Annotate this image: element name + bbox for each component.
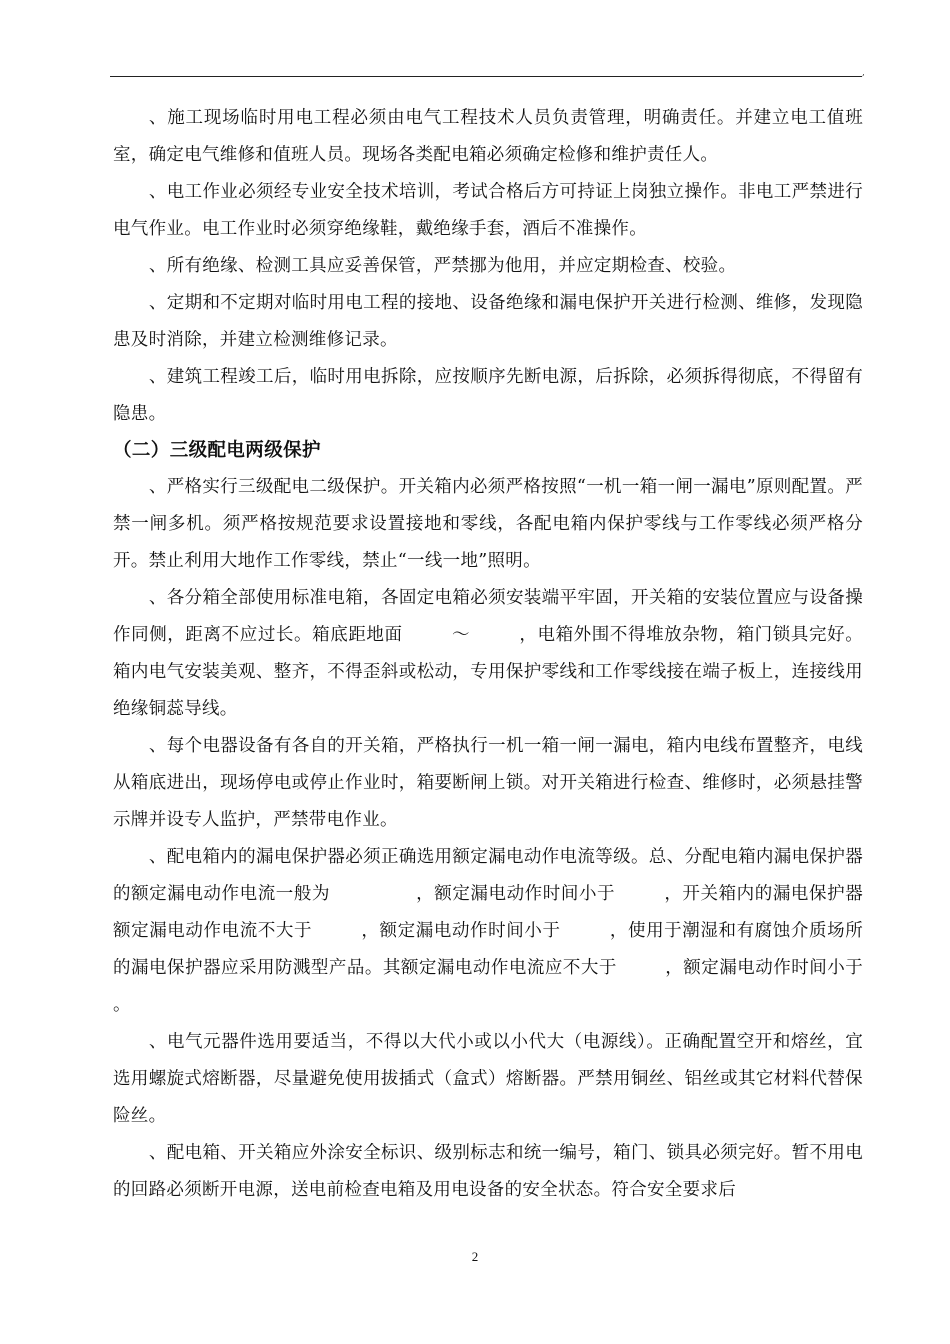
paragraph: 、配电箱内的漏电保护器必须正确选用额定漏电动作电流等级。总、分配电箱内漏电保护器的额定漏电动作电流一般为 ，额定漏电动作时间小于 ，开关箱内的漏电保护器额定漏电动作电流不大于 ，额定漏电动作时间小于 ，使用于潮湿和有腐蚀介质场所的漏电保护器应采用防溅型产品。其额定漏电动作电流应不大于 ，额定漏电动作时间小于 。 [113,847,910,1015]
paragraph: 、每个电器设备有各自的开关箱，严格执行一机一箱一闸一漏电，箱内电线布置整齐，电线从箱底进出，现场停电或停止作业时，箱要断闸上锁。对开关箱进行检查、维修时，必须悬挂警示牌并设专人监护，严禁带电作业。 [113,736,863,830]
paragraph: 、所有绝缘、检测工具应妥善保管，严禁挪为他用，并应定期检查、校验。 [148,256,737,276]
header-mark: , [862,68,865,78]
paragraph: 、定期和不定期对临时用电工程的接地、设备绝缘和漏电保护开关进行检测、维修，发现隐患及时消除，并建立检测维修记录。 [113,293,863,350]
document-body [113,100,910,1209]
page-number: 2 [471,1249,479,1264]
paragraph: 、配电箱、开关箱应外涂安全标识、级别标志和统一编号，箱门、锁具必须完好。暂不用电的回路必须断开电源，送电前检查电箱及用电设备的安全状态。符合安全要求后 [113,1143,863,1200]
paragraph: 、施工现场临时用电工程必须由电气工程技术人员负责管理，明确责任。并建立电工值班室，确定电气维修和值班人员。现场各类配电箱必须确定检修和维护责任人。 [113,108,863,165]
paragraph: 、严格实行三级配电二级保护。开关箱内必须严格按照“一机一箱一闸一漏电”原则配置。严禁一闸多机。须严格按规范要求设置接地和零线，各配电箱内保护零线与工作零线必须严格分开。禁止利用大地作工作零线，禁止“一线一地”照明。 [113,477,863,571]
paragraph: 、建筑工程竣工后，临时用电拆除，应按顺序先断电源，后拆除，必须拆得彻底，不得留有隐患。 [113,367,863,424]
paragraph: 、电工作业必须经专业安全技术培训，考试合格后方可持证上岗独立操作。非电工严禁进行电气作业。电工作业时必须穿绝缘鞋，戴绝缘手套，酒后不准操作。 [113,182,863,239]
section-heading: （二）三级配电两级保护 [113,440,321,461]
paragraph: 、电气元器件选用要适当，不得以大代小或以小代大（电源线）。正确配置空开和熔丝，宜选用螺旋式熔断器，尽量避免使用拔插式（盒式）熔断器。严禁用铜丝、铝丝或其它材料代替保险丝。 [113,1032,863,1126]
header-rule [110,76,862,77]
paragraph: 、各分箱全部使用标准电箱，各固定电箱必须安装端平牢固，开关箱的安装位置应与设备操作同侧，距离不应过长。箱底距地面 ～ ，电箱外围不得堆放杂物，箱门锁具完好。箱内电气安装美观、整齐，不得歪斜或松动，专用保护零线和工作零线接在端子板上，连接线用绝缘铜蕊导线。 [113,588,863,719]
